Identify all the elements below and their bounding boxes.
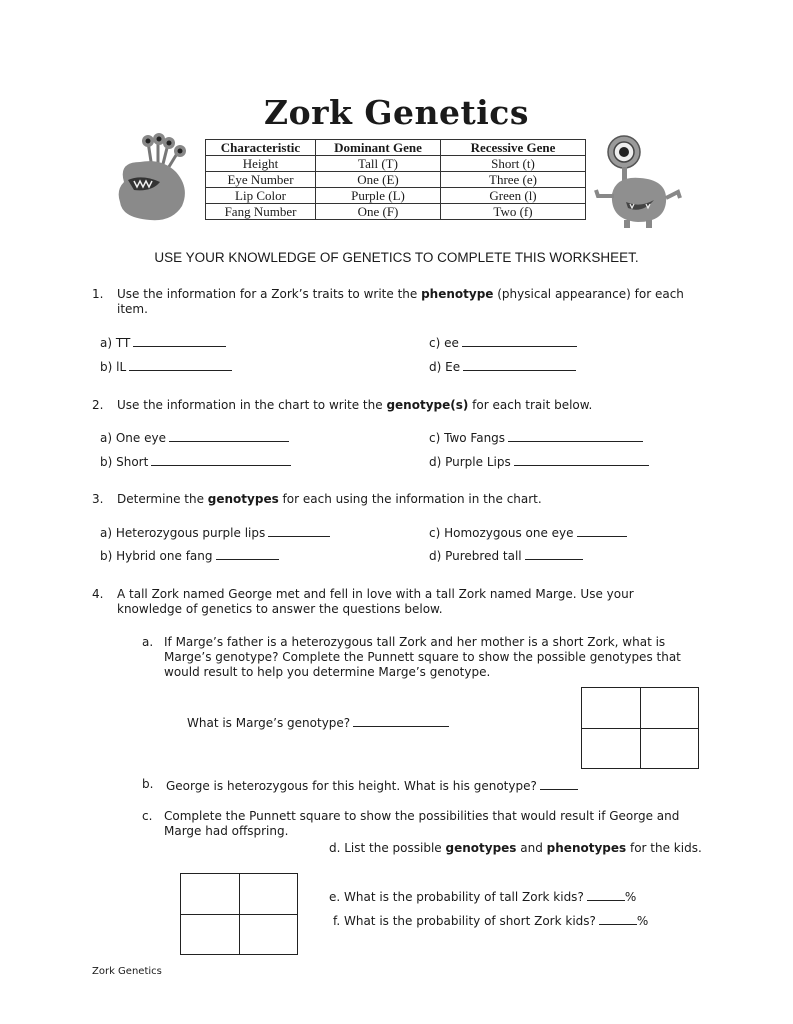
q2-item-c-label: c) Two Fangs bbox=[429, 431, 506, 445]
table-cell: One (F) bbox=[316, 204, 441, 220]
q2-item-d-label: d) Purple Lips bbox=[429, 455, 511, 469]
question-1-text-end: (physical appearance) for each item. bbox=[117, 287, 684, 316]
q2-item-a-label: a) One eye bbox=[100, 431, 166, 445]
q4-part-f-unit: % bbox=[636, 914, 649, 928]
q4-part-b-text: George is heterozygous for this height. What is his genotype? bbox=[166, 779, 537, 793]
q4-part-d-text bbox=[329, 841, 702, 856]
george-genotype-answer-blank[interactable] bbox=[540, 777, 578, 790]
punnett-divider-horizontal bbox=[582, 728, 698, 729]
one-eyed-zork-illustration bbox=[592, 134, 684, 230]
table-cell: Two (f) bbox=[441, 204, 586, 220]
table-cell: Fang Number bbox=[206, 204, 316, 220]
question-1-keyword: phenotype bbox=[421, 287, 494, 301]
question-2-text bbox=[117, 398, 707, 413]
question-2-number: 2. bbox=[92, 398, 104, 412]
q3-item-a bbox=[100, 524, 330, 541]
table-row bbox=[206, 156, 586, 172]
q1-item-d-label: d) Ee bbox=[429, 360, 461, 374]
question-1-number: 1. bbox=[92, 287, 104, 301]
q3-item-b-answer-blank[interactable] bbox=[216, 547, 279, 560]
traits-table bbox=[205, 139, 586, 220]
table-cell: Short (t) bbox=[441, 156, 586, 172]
q2-item-a-answer-blank[interactable] bbox=[169, 429, 289, 442]
q4-part-a-question bbox=[187, 714, 449, 731]
tall-probability-answer-blank[interactable] bbox=[587, 888, 625, 901]
furry-zork-illustration bbox=[112, 132, 194, 224]
question-2-text-end: for each trait below. bbox=[468, 398, 593, 412]
q3-item-d-answer-blank[interactable] bbox=[525, 547, 583, 560]
q3-item-c-answer-blank[interactable] bbox=[577, 524, 627, 537]
table-cell: Lip Color bbox=[206, 188, 316, 204]
q4-part-f-text: f. What is the probability of short Zork kids? bbox=[333, 914, 596, 928]
q4-part-b-label: b. bbox=[142, 777, 154, 791]
q4-part-b bbox=[166, 777, 578, 794]
table-cell: Tall (T) bbox=[316, 156, 441, 172]
q2-item-c bbox=[429, 429, 643, 446]
question-3-keyword: genotypes bbox=[207, 492, 279, 506]
punnett-divider-horizontal bbox=[181, 914, 297, 915]
q2-item-b-answer-blank[interactable] bbox=[151, 453, 291, 466]
short-probability-answer-blank[interactable] bbox=[599, 912, 637, 925]
worksheet-instructions: USE YOUR KNOWLEDGE OF GENETICS TO COMPLETE THIS WORKSHEET. bbox=[154, 250, 639, 265]
marge-genotype-answer-blank[interactable] bbox=[353, 714, 449, 727]
table-header: Dominant Gene bbox=[316, 140, 441, 156]
q2-item-d bbox=[429, 453, 649, 470]
q1-item-d bbox=[429, 358, 576, 375]
q3-item-d bbox=[429, 547, 583, 564]
table-cell: Three (e) bbox=[441, 172, 586, 188]
question-4-number: 4. bbox=[92, 587, 104, 601]
punnett-square-marge[interactable] bbox=[581, 687, 699, 769]
table-row bbox=[206, 172, 586, 188]
question-1-text-start: Use the information for a Zork’s traits to write the bbox=[117, 287, 422, 301]
q4-part-d-keyword-phenotypes: phenotypes bbox=[546, 841, 627, 855]
q2-item-b-label: b) Short bbox=[100, 455, 149, 469]
q1-item-b-label: b) lL bbox=[100, 360, 127, 374]
q3-item-a-label: a) Heterozygous purple lips bbox=[100, 526, 266, 540]
table-cell: Eye Number bbox=[206, 172, 316, 188]
q4-part-a-label: a. bbox=[142, 635, 154, 649]
q4-part-a-question-label: What is Marge’s genotype? bbox=[187, 716, 351, 730]
table-row bbox=[206, 188, 586, 204]
question-3-text-start: Determine the bbox=[117, 492, 208, 506]
q3-item-d-label: d) Purebred tall bbox=[429, 549, 522, 563]
q1-item-a bbox=[100, 334, 226, 351]
q1-item-b bbox=[100, 358, 232, 375]
q4-part-a-text: If Marge’s father is a heterozygous tall Zork and her mother is a short Zork, what is Marge’s genotype? Complete the Punnett square to show the possible genotypes that would result to help you determine Marge’s genotype. bbox=[164, 635, 681, 679]
q4-part-d-text-end: for the kids. bbox=[626, 841, 702, 855]
q4-part-d-keyword-genotypes: genotypes bbox=[445, 841, 517, 855]
question-3-number: 3. bbox=[92, 492, 104, 506]
table-cell: One (E) bbox=[316, 172, 441, 188]
page-footer: Zork Genetics bbox=[92, 966, 162, 977]
table-header: Characteristic bbox=[206, 140, 316, 156]
q1-item-a-label: a) TT bbox=[100, 336, 131, 350]
q4-part-e-text: e. What is the probability of tall Zork kids? bbox=[329, 890, 584, 904]
table-header-row bbox=[206, 140, 586, 156]
q2-item-a bbox=[100, 429, 289, 446]
q4-part-d-text-start: d. List the possible bbox=[329, 841, 446, 855]
table-row bbox=[206, 204, 586, 220]
q3-item-b-label: b) Hybrid one fang bbox=[100, 549, 213, 563]
q2-item-c-answer-blank[interactable] bbox=[508, 429, 643, 442]
table-cell: Green (l) bbox=[441, 188, 586, 204]
q1-item-b-answer-blank[interactable] bbox=[129, 358, 232, 371]
punnett-square-offspring[interactable] bbox=[180, 873, 298, 955]
q1-item-c bbox=[429, 334, 577, 351]
q3-item-b bbox=[100, 547, 279, 564]
q4-part-d-text-middle: and bbox=[516, 841, 547, 855]
question-4-text: A tall Zork named George met and fell in love with a tall Zork named Marge. Use your knowledge of genetics to answer the questions below. bbox=[117, 587, 634, 616]
q4-part-e bbox=[329, 888, 636, 905]
q4-part-c-label: c. bbox=[142, 809, 153, 823]
q1-item-c-label: c) ee bbox=[429, 336, 459, 350]
page-title: Zork Genetics bbox=[264, 93, 529, 132]
q4-part-c-text: Complete the Punnett square to show the possibilities that would result if George and Marge had offspring. bbox=[164, 809, 680, 838]
table-cell: Height bbox=[206, 156, 316, 172]
q3-item-a-answer-blank[interactable] bbox=[268, 524, 330, 537]
q1-item-d-answer-blank[interactable] bbox=[463, 358, 576, 371]
q3-item-c-label: c) Homozygous one eye bbox=[429, 526, 574, 540]
question-2-text-start: Use the information in the chart to write the bbox=[117, 398, 387, 412]
q3-item-c bbox=[429, 524, 627, 541]
q2-item-d-answer-blank[interactable] bbox=[514, 453, 649, 466]
question-2-keyword: genotype(s) bbox=[386, 398, 469, 412]
table-cell: Purple (L) bbox=[316, 188, 441, 204]
q1-item-a-answer-blank[interactable] bbox=[133, 334, 226, 347]
table-header: Recessive Gene bbox=[441, 140, 586, 156]
question-3-text bbox=[117, 492, 707, 507]
q1-item-c-answer-blank[interactable] bbox=[462, 334, 577, 347]
question-3-text-end: for each using the information in the chart. bbox=[278, 492, 542, 506]
q4-part-e-unit: % bbox=[624, 890, 637, 904]
q4-part-f bbox=[333, 912, 648, 929]
question-1-text bbox=[117, 287, 707, 317]
q2-item-b bbox=[100, 453, 291, 470]
